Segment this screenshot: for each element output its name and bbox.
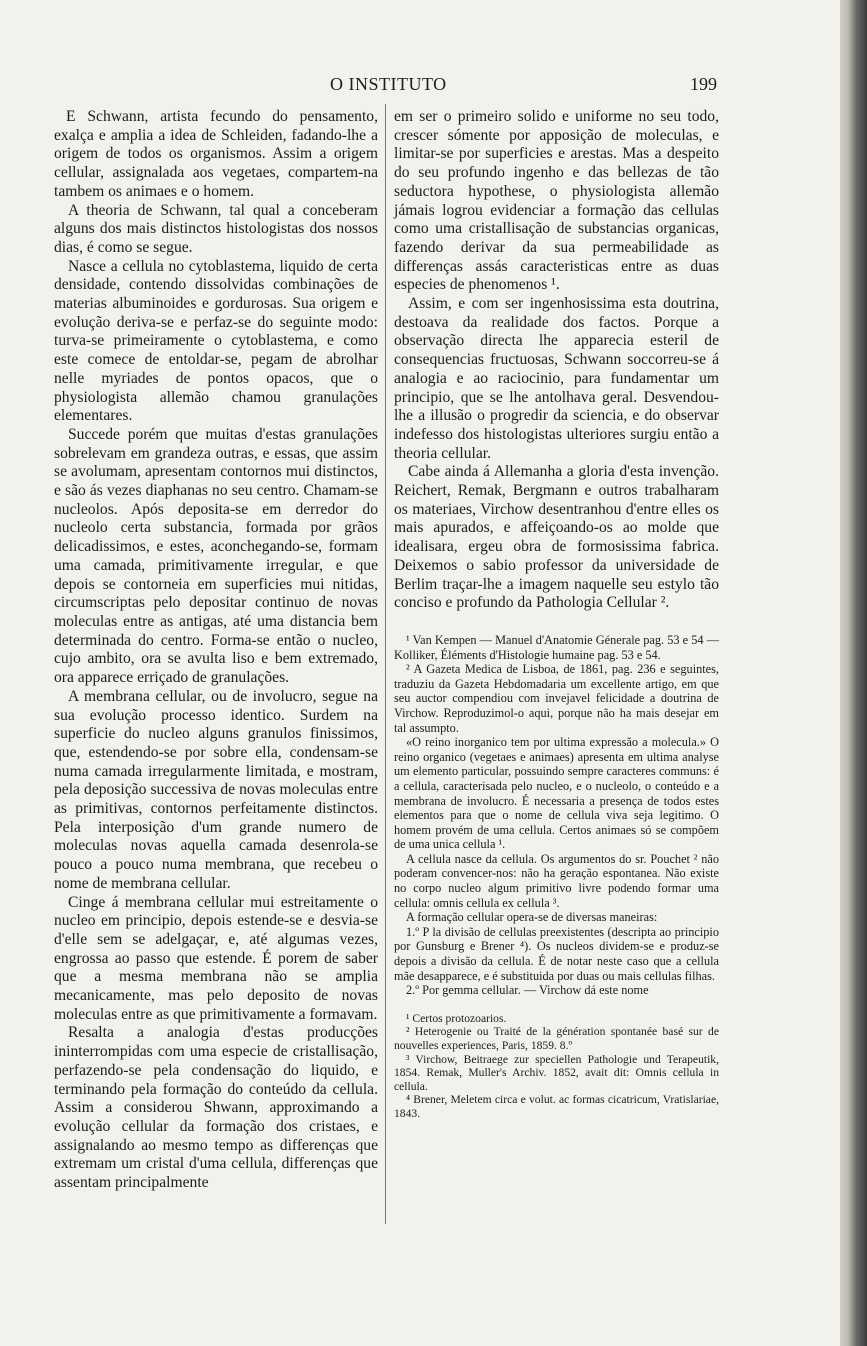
paragraph: Nasce a cellula no cytoblastema, liquido de certa densidade, contendo dissolvidas combinações de materias albuminoides e gordurosas. Sua origem e evolução deriva-se e perfaz-se do seguinte modo: turva-se primeiramente o cytoblastema, e como este comece de entoldar-se, pegam de abrolhar nelle myriades de pontos opacos, que o physiologista allemão chamou granulações elementares. (54, 257, 378, 425)
right-column (394, 108, 719, 1121)
footnote-quote: 1.º P la divisão de cellulas preexistentes (descripta ao principio por Gunsburg e Brener ⁴). Os nucleos dividem-se e produz-se depois a divisão da cellula. É de notar neste caso que a cellula mãe desapparece, e é substituida por duas ou mais cellulas filhas. (394, 924, 719, 983)
paragraph: Cinge á membrana cellular mui estreitamente o nucleo em principio, depois estende-se e desvia-se d'elle sem se adelgaçar, e, até algumas vezes, engrossa ao passo que estende. É porem de saber que a mesma membrana não se amplia mecanicamente, mas pelo deposito de novas moleculas entre as que primitivamente a formavam. (54, 893, 378, 1023)
paragraph: em ser o primeiro solido e uniforme no seu todo, crescer sómente por apposição de moleculas, e limitar-se por superficies e arestas. Mas a despeito do seu profundo ingenho e das bellezas de tão seductora hypothese, o physiologista allemão jámais logrou evidenciar a formação das cellulas como uma cristallisação de substancias organicas, fazendo derivar da sua permeabilidade as differenças assás caracteristicas entre as duas especies de phenomenos ¹. (394, 108, 719, 294)
running-header: O INSTITUTO (330, 74, 447, 94)
paragraph: Cabe ainda á Allemanha a gloria d'esta invenção. Reichert, Remak, Bergmann e outros trabalharam os materiaes, Virchow desentranhou d'entre elles os mais apurados, e affeiçoando-os ao molde que idealisara, ergeu obra de formosissima fabrica. Deixemos o sabio professor da universidade de Berlim traçar-lhe a imagem naquelle seu estylo tão conciso e profundo da Pathologia Cellular ². (394, 463, 719, 612)
paragraph: Succede porém que muitas d'estas granulações sobrelevam em grandeza outras, e essas, que assim se avolumam, apresentam contornos mui distinctos, e são ás vezes diaphanas no seu centro. Chamam-se nucleolos. Após deposita-se em derredor do nucleolo certa substancia, formada por grãos delicadissimos, e estes, aconchegando-se, formam uma camada, primitivamente irregular, e que depois se contorneia em superficies mui nitidas, circumscriptas pelo depositar continuo de novas moleculas entre as antigas, até uma distancia bem determinada do centro. Forma-se então o nucleo, cujo ambito, ora se avulta liso e bem extremado, ora apparece erriçado de granulações. (54, 425, 378, 687)
footnote-quote: A cellula nasce da cellula. Os argumentos do sr. Pouchet ² não poderam convencer-nos: não ha geração espontanea. Não existe no corpo nucleo algum primitivo livre podendo formar uma cellula: omnis cellula ex cellula ³. (394, 851, 719, 910)
footnote-quote: 2.º Por gemma cellular. — Virchow dá este nome (406, 983, 649, 998)
paragraph: A theoria de Schwann, tal qual a conceberam alguns dos mais distinctos histologistas dos nossos dias, é como se segue. (54, 201, 378, 256)
footnotes (394, 633, 719, 998)
paragraph: A membrana cellular, ou de involucro, segue na sua evolução processo identico. Surdem na superficie do nucleo alguns granulos finissimos, que, estendendo-se por sobre ella, condensam-se numa camada irregularmente limitada, e mostram, pela deposição successiva de novas moleculas entre as primitivas, contornos perfeitamente distinctos. Pela interposição d'um grande numero de moleculas novas aquella camada desenrola-se pouco a pouco numa membrana, que recebeu o nome de membrana cellular. (54, 687, 378, 892)
column-divider (385, 104, 386, 1224)
footnote: ¹ Van Kempen — Manuel d'Anatomie Génerale pag. 53 e 54 — Kolliker, Éléments d'Histologie humaine pag. 53 e 54. (394, 632, 719, 662)
sub-footnote: ² Heterogenie ou Traité de la génération spontanée basé sur de nouvelles experiences, Paris, 1859. 8.º (394, 1025, 719, 1053)
footnote-quote: «O reino inorganico tem por ultima expressão a molecula.» O reino organico (vegetaes e animaes) apresenta em ultima analyse um elemento particular, possuindo sempre caracteres communs: é a cellula, caracterisada pelo nucleo, e o nucleolo, o conteúdo e a membrana de involucro. É necessaria a presença de todos estes elementos para que o nome de cellula viva seja legitimo. O homem provém de uma cellula. Certos animaes só se compõem de uma unica cellula ¹. (394, 735, 719, 852)
page-number: 199 (690, 74, 717, 94)
sub-footnote: ³ Virchow, Beitraege zur speciellen Pathologie und Terapeutik, 1854. Remak, Muller's Archiv. 1852, avait dit: Omnis cellula in cellula. (394, 1052, 719, 1093)
page-edge-shadow (840, 0, 867, 1346)
sub-footnote: ¹ Certos protozoarios. (406, 1011, 507, 1025)
sub-footnote: ⁴ Brener, Meletem circa e volut. ac formas cicatricum, Vratislariae, 1843. (394, 1093, 719, 1120)
footnote-quote: A formação cellular opera-se de diversas maneiras: (406, 910, 658, 925)
paragraph: E Schwann, artista fecundo do pensamento, exalça e amplia a idea de Schleiden, fadando-lhe a origem de todos os organismos. Assim a origem cellular, assignalada aos vegetaes, compartem-na tambem os animaes e o homem. (54, 108, 378, 200)
paragraph: Resalta a analogia d'estas producções ininterrompidas com uma especie de cristallisação, perfazendo-se pela condensação do liquido, e terminando pela formação do conteúdo da cellula. Assim a considerou Shwann, approximando a evolução cellular da formação dos cristaes, e assignalando ao mesmo tempo as differenças que extremam um cristal d'uma cellula, differenças que assentam principalmente (54, 1024, 378, 1192)
sub-footnotes (394, 1012, 719, 1121)
left-column (54, 108, 378, 1193)
paragraph: Assim, e com ser ingenhosissima esta doutrina, destoava da realidade dos factos. Porque a observação directa lhe apparecia esteril de consequencias fructuosas, Schwann soccorreu-se á analogia e ao raciocinio, para fundamentar um principio, que se lhe antolhava geral. Desvendou-lhe a illusão o progredir da sciencia, e do observar indefesso dos histologistas ulteriores surgiu então a theoria cellular. (394, 295, 719, 462)
footnote: ² A Gazeta Medica de Lisboa, de 1861, pag. 236 e seguintes, traduziu da Gazeta Hebdomadaria um excellente artigo, em que seu auctor compendiou com invejavel felicidade a doutrina de Virchow. Reproduzimol-o aqui, porque não ha mais desejar em tal assumpto. (394, 662, 719, 735)
